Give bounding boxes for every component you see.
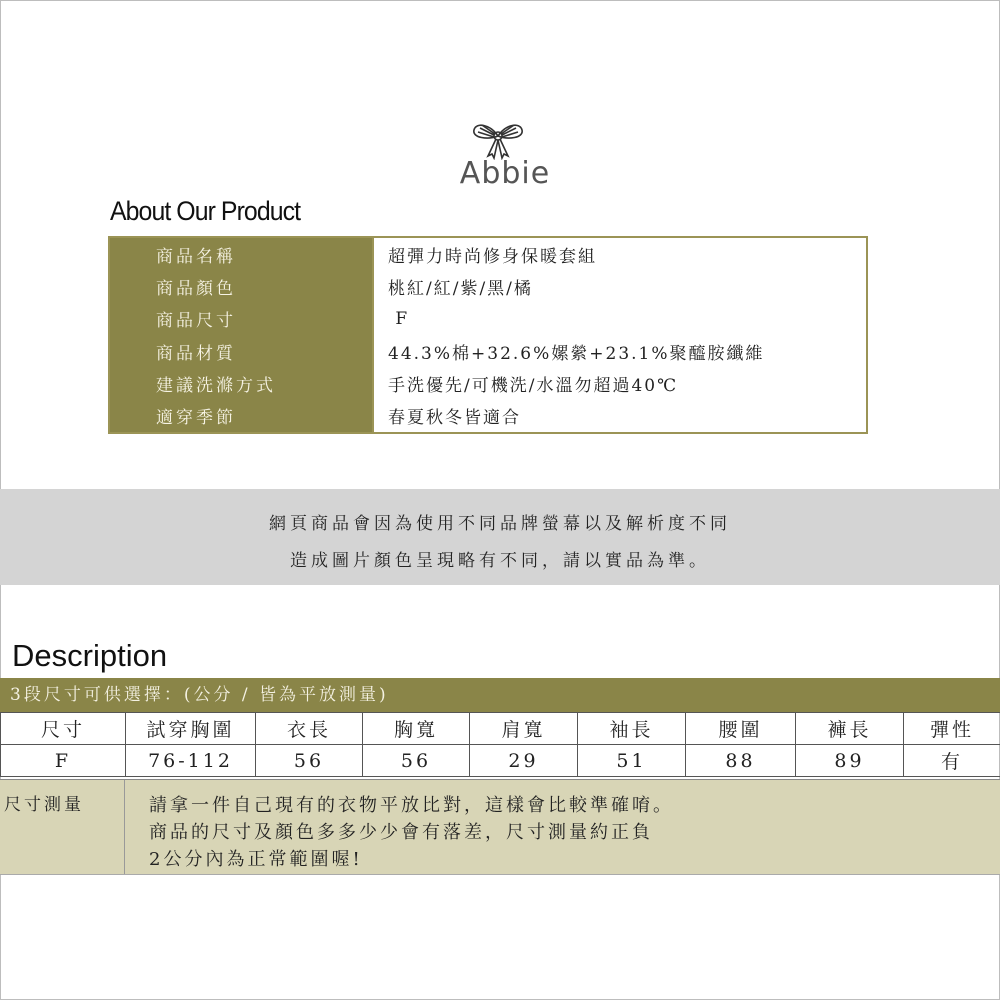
header-cell: 彈性	[904, 713, 1000, 745]
measurement-label: 尺寸測量	[0, 780, 125, 874]
table-row	[1, 745, 1000, 777]
bow-icon	[468, 120, 528, 160]
info-label-column	[110, 238, 372, 432]
table-cell: 88	[686, 745, 796, 777]
table-cell: 51	[578, 745, 686, 777]
header-cell: 試穿胸圍	[126, 713, 256, 745]
info-label: 商品材質	[156, 343, 236, 364]
header-cell: 褲長	[796, 713, 904, 745]
size-table-header-row	[1, 713, 1000, 745]
info-value: 44.3%棉+32.6%嫘縈+23.1%聚醯胺纖維	[388, 343, 765, 364]
about-title: About Our Product	[110, 196, 301, 226]
info-label: 商品名稱	[156, 246, 236, 267]
notice-line-2: 造成圖片顏色呈現略有不同，請以實品為準。	[290, 551, 710, 571]
table-cell: F	[1, 745, 126, 777]
header-cell: 袖長	[578, 713, 686, 745]
info-value: 桃紅/紅/紫/黑/橘	[388, 278, 533, 299]
description-title: Description	[12, 638, 168, 673]
info-value-column	[372, 238, 866, 432]
table-cell: 有	[904, 745, 1000, 777]
info-value: F	[388, 308, 410, 329]
header-cell: 尺寸	[1, 713, 126, 745]
size-options-bar: 3段尺寸可供選擇：(公分 / 皆為平放測量)	[0, 678, 1000, 712]
measurement-line: 2公分內為正常範圍喔!	[149, 849, 363, 870]
table-cell: 56	[363, 745, 470, 777]
table-cell: 76-112	[126, 745, 256, 777]
header-cell: 胸寬	[363, 713, 470, 745]
header-cell: 衣長	[256, 713, 363, 745]
info-label: 商品尺寸	[156, 311, 236, 332]
product-info-table	[108, 236, 868, 434]
measurement-note	[0, 779, 1000, 875]
info-label: 適穿季節	[156, 408, 236, 429]
color-notice-banner	[0, 489, 1000, 585]
info-label: 商品顏色	[156, 278, 236, 299]
header-cell: 肩寬	[470, 713, 578, 745]
table-cell: 29	[470, 745, 578, 777]
measurement-line: 請拿一件自己現有的衣物平放比對，這樣會比較準確唷。	[149, 795, 674, 816]
table-cell: 56	[256, 745, 363, 777]
info-label: 建議洗滌方式	[156, 375, 276, 396]
measurement-line: 商品的尺寸及顏色多多少少會有落差，尺寸測量約正負	[149, 822, 653, 843]
measurement-text	[125, 780, 674, 874]
size-table	[0, 712, 1000, 777]
table-cell: 89	[796, 745, 904, 777]
notice-line-1: 網頁商品會因為使用不同品牌螢幕以及解析度不同	[269, 514, 731, 534]
info-value: 超彈力時尚修身保暖套組	[388, 246, 597, 267]
brand-logo	[440, 120, 570, 200]
brand-name: Abbie	[459, 156, 551, 191]
info-value: 手洗優先/可機洗/水溫勿超過40℃	[388, 375, 679, 396]
info-value: 春夏秋冬皆適合	[388, 408, 521, 429]
header-cell: 腰圍	[686, 713, 796, 745]
